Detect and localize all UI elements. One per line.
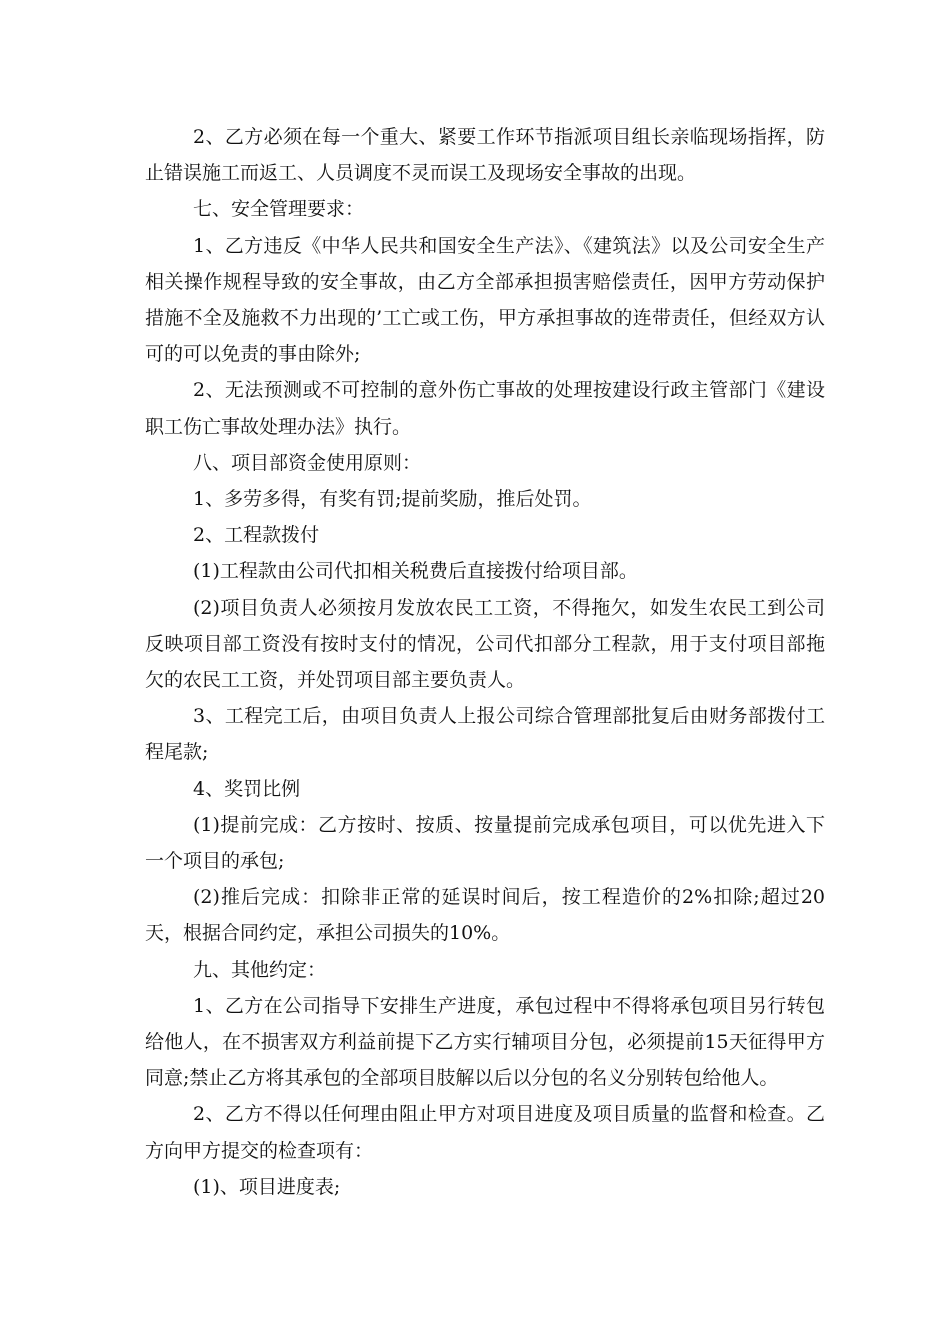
paragraph-safety-liability: 1、乙方违反《中华人民共和国安全生产法》、《建筑法》以及公司安全生产相关操作规程导致的安全事故，由乙方全部承担损害赔偿责任，因甲方劳动保护措施不全及施救不力出现的’工亡或工伤，甲方承担事故的连带责任，但经双方认可的可以免责的事由除外; [145,234,825,366]
document-page [145,119,825,1205]
heading-safety-management: 七、安全管理要求： [193,198,365,221]
paragraph-payment-item-1: (1)工程款由公司代扣相关税费后直接拨付给项目部。 [193,560,638,583]
paragraph-late-completion: (2)推后完成：扣除非正常的延误时间后，按工程造价的2%扣除;超过20天，根据合同约定，承担公司损失的10%。 [145,886,825,945]
paragraph-reward-ratio-title: 4、奖罚比例 [193,777,301,800]
paragraph-inspection: 2、乙方不得以任何理由阻止甲方对项目进度及项目质量的监督和检查。乙方向甲方提交的检查项有： [145,1103,825,1162]
heading-other-agreements: 九、其他约定： [193,958,327,981]
paragraph-accident-handling: 2、无法预测或不可控制的意外伤亡事故的处理按建设行政主管部门《建设职工伤亡事故处理办法》执行。 [145,379,825,438]
paragraph-supervision: 2、乙方必须在每一个重大、紧要工作环节指派项目组长亲临现场指挥，防止错误施工而返工、人员调度不灵而误工及现场安全事故的出现。 [145,126,825,185]
paragraph-inspection-item-1: (1)、项目进度表; [193,1175,341,1198]
paragraph-reward-principle: 1、多劳多得，有奖有罚;提前奖励，推后处罚。 [193,488,592,511]
heading-fund-principles: 八、项目部资金使用原则： [193,451,422,474]
paragraph-subcontracting: 1、乙方在公司指导下安排生产进度，承包过程中不得将承包项目另行转包给他人，在不损害双方利益前提下乙方实行辅项目分包，必须提前15天征得甲方同意;禁止乙方将其承包的全部项目肢解以后以分包的名义分别转包给他人。 [145,994,825,1090]
paragraph-payment-title: 2、工程款拨付 [193,524,320,547]
paragraph-final-payment: 3、工程完工后，由项目负责人上报公司综合管理部批复后由财务部拨付工程尾款; [145,705,825,764]
paragraph-early-completion: (1)提前完成：乙方按时、按质、按量提前完成承包项目，可以优先进入下一个项目的承包; [145,813,825,873]
paragraph-payment-item-2: (2)项目负责人必须按月发放农民工工资，不得拖欠，如发生农民工到公司反映项目部工资没有按时支付的情况，公司代扣部分工程款，用于支付项目部拖欠的农民工工资，并处罚项目部主要负责人。 [145,596,825,692]
